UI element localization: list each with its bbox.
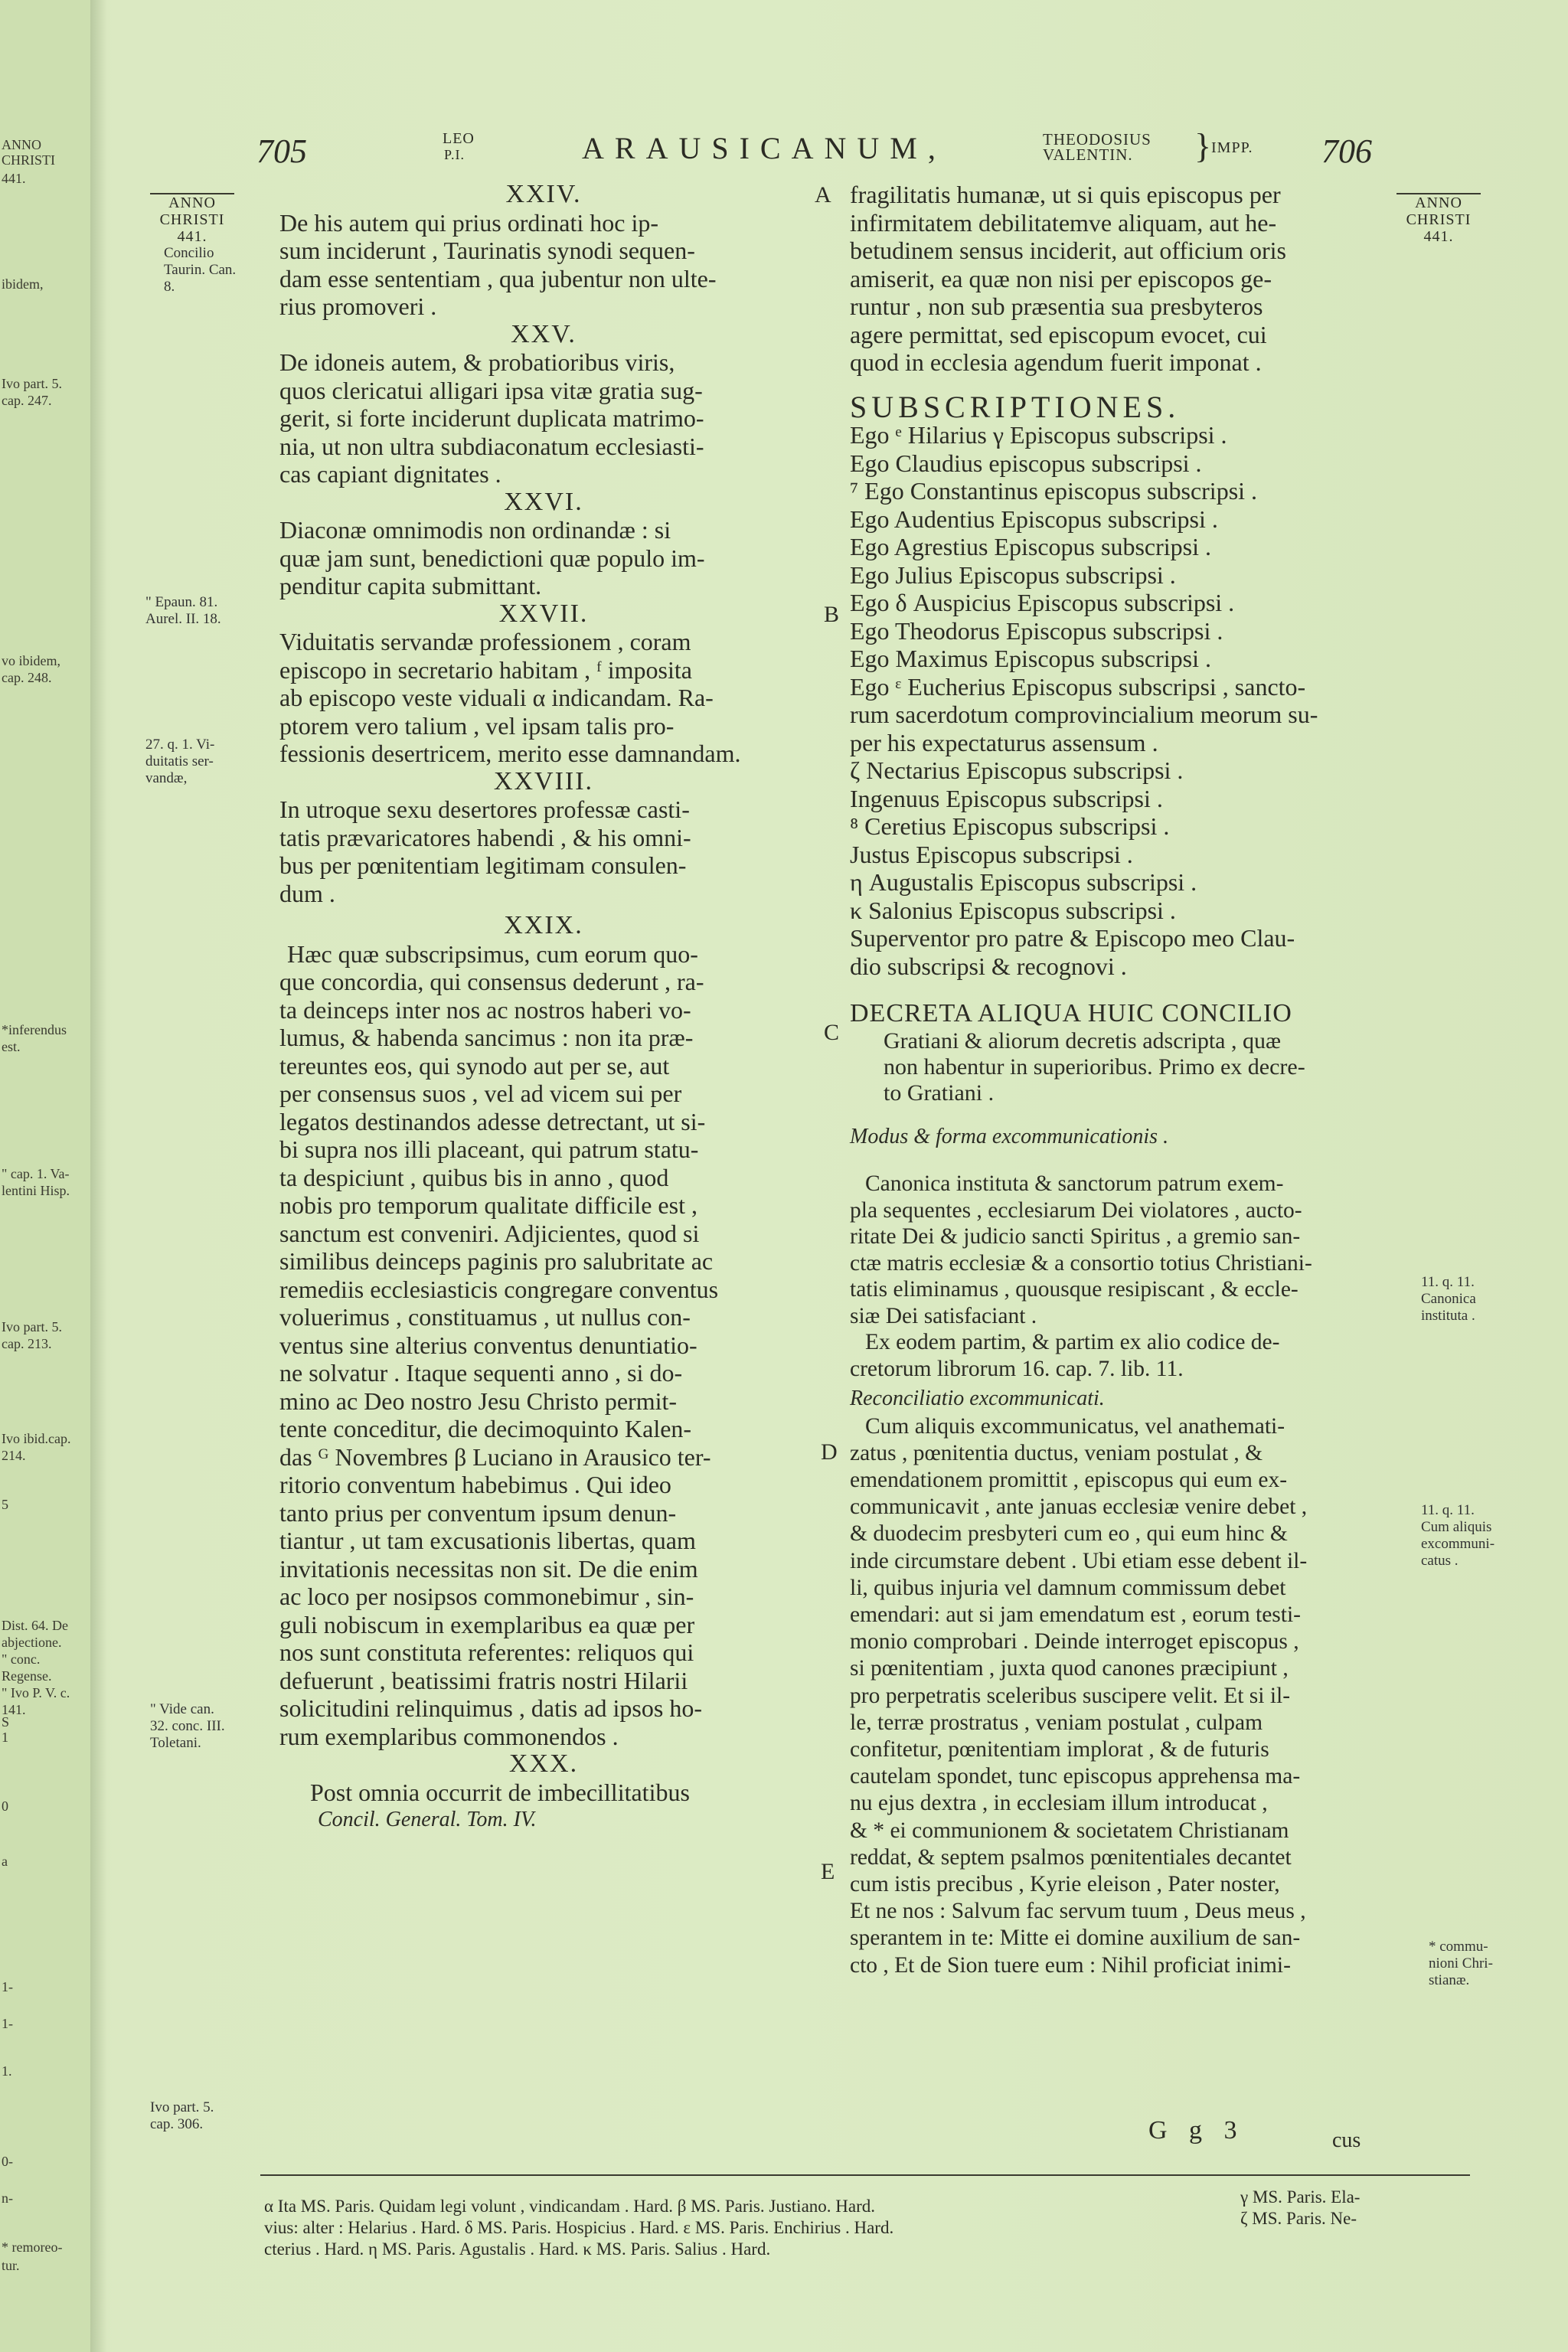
text-line: Diaconæ omnimodis non ordinandæ : si <box>279 516 671 544</box>
text-line: fessionis desertricem, merito esse damnandam. <box>279 740 741 767</box>
catchword-cus: cus <box>1332 2128 1361 2152</box>
text-line: pla sequentes , ecclesiarum Dei violatores , aucto- <box>850 1197 1302 1223</box>
text-line: episcopo in secretario habitam , ᶠ imposita <box>279 655 692 684</box>
footnote-right-2: ζ MS. Paris. Ne- <box>1240 2209 1357 2228</box>
section-letter-e: E <box>821 1859 835 1884</box>
text-line: monio comprobari . Deinde interroget episcopus , <box>850 1629 1299 1655</box>
subscription-line: ζ Nectarius Episcopus subscripsi . <box>850 756 1184 784</box>
text-line: Et ne nos : Salvum fac servum tuum , Deus meus , <box>850 1899 1306 1924</box>
text-line: zatus , pœnitentia ductus, veniam postulat , & <box>850 1440 1263 1465</box>
text-line: sperantem in te: Mitte ei domine auxilium de san- <box>850 1926 1301 1951</box>
note-line: Toletani. <box>150 1735 201 1751</box>
text-line: tatis eliminamus , quousque resipiscant , & eccle- <box>850 1277 1298 1302</box>
page-number-right: 706 <box>1321 132 1372 170</box>
prev-page-note: 1- <box>2 2016 13 2031</box>
prev-page-note: ANNO <box>2 137 41 152</box>
text-line: le, terræ prostratus , veniam postulat , culpam <box>850 1710 1263 1735</box>
year-line: 441. <box>177 228 207 245</box>
subscription-line: Ego Agrestius Episcopus subscripsi . <box>850 533 1211 560</box>
text-line: De idoneis autem, & probatioribus viris, <box>279 348 675 376</box>
header-impp: IMPP. <box>1211 139 1253 156</box>
subscription-line: κ Salonius Episcopus subscripsi . <box>850 896 1176 924</box>
text-line: emendationem promittit , episcopus qui eum ex- <box>850 1467 1288 1492</box>
running-title: ARAUSICANUM, <box>582 131 946 165</box>
header-leo: LEO <box>443 130 475 147</box>
subscription-line: Ego Theodorus Episcopus subscripsi . <box>850 616 1223 645</box>
text-line: & * ei communionem & societatem Christianam <box>850 1818 1289 1843</box>
anno-christi-left <box>150 193 234 245</box>
text-line: ne solvatur . Itaque sequenti anno , si do- <box>279 1359 683 1387</box>
anno-line: ANNO <box>150 193 234 211</box>
text-line: ritorio conventum habebimus . Qui ideo <box>279 1471 671 1498</box>
subscription-line: per his expectaturus assensum . <box>850 728 1158 756</box>
footnote-line-2: vius: alter : Helarius . Hard. δ MS. Paris. Hospicius . Hard. ε MS. Paris. Enchirius . Hard. <box>264 2218 894 2237</box>
margin-note-cum-aliquis <box>1421 1502 1494 1570</box>
canon-heading-30: XXX. <box>508 1749 579 1778</box>
text-line: ac loco per nosipsos commonebimur , sin- <box>279 1583 694 1610</box>
subscription-line: Ego Julius Episcopus subscripsi . <box>850 560 1176 589</box>
text-line: & duodecim presbyteri cum eo , qui eum hinc & <box>850 1521 1288 1547</box>
note-line: * commu- <box>1429 1939 1488 1955</box>
text-line: Hæc quæ subscripsimus, cum eorum quo- <box>287 939 698 968</box>
text-line: tatis prævaricatores habendi , & his omni- <box>279 823 691 851</box>
footnote-rule <box>260 2174 1470 2176</box>
text-line: inde circumstare debent . Ubi etiam esse debent il- <box>850 1548 1308 1573</box>
prev-page-note: cap. 248. <box>2 670 52 685</box>
text-line: lumus, & habenda sancimus : non ita præ- <box>279 1024 694 1051</box>
text-line: si pœnitentiam , juxta quod canones præcipiunt , <box>850 1656 1289 1681</box>
text-line: per consensus suos , vel ad vicem sui per <box>279 1080 682 1107</box>
text-line: infirmitatem debilitatemve aliquam, aut he- <box>850 208 1277 237</box>
note-line: Concilio <box>164 245 214 261</box>
text-line: fragilitatis humanæ, ut si quis episcopus per <box>850 181 1281 208</box>
canon-25-text <box>279 348 808 488</box>
canonica-paragraph <box>850 1171 1401 1329</box>
text-line: rum exemplaribus commonendos . <box>279 1722 619 1750</box>
note-line: Aurel. II. 18. <box>145 611 221 627</box>
text-line: Gratiani & aliorum decretis adscripta , quæ <box>884 1027 1282 1054</box>
prev-page-note: 1 <box>2 1730 8 1745</box>
text-line: tiantur , ut tam excusationis libertas, quam <box>279 1527 696 1554</box>
subscription-line: Ego Claudius episcopus subscripsi . <box>850 449 1202 477</box>
note-line: 11. q. 11. <box>1421 1274 1475 1290</box>
note-line: " Vide can. <box>150 1701 214 1717</box>
text-line: guli nobiscum in exemplaribus ea quæ per <box>279 1610 695 1638</box>
header-emperor-2: VALENTIN. <box>1043 145 1133 164</box>
subscription-line: Superventor pro patre & Episcopo meo Clau- <box>850 924 1295 952</box>
text-line: siæ Dei satisfaciant . <box>850 1303 1037 1328</box>
section-letter-c: C <box>824 1020 840 1045</box>
note-line: stianæ. <box>1429 1972 1470 1988</box>
text-line: solicitudini relinquimus , datis ad ipsos ho- <box>279 1694 702 1722</box>
reconciliatio-heading: Reconciliatio excommunicati. <box>850 1387 1105 1410</box>
text-line: communicavit , ante januas ecclesiæ venire debet , <box>850 1494 1308 1520</box>
subscription-line: η Augustalis Episcopus subscripsi . <box>850 868 1197 896</box>
canon-heading-24: XXIV. <box>505 180 582 208</box>
text-line: penditur capita submittant. <box>279 572 542 599</box>
subscription-line: Ingenuus Episcopus subscripsi . <box>850 784 1163 812</box>
prev-page-note: * remoreo- <box>2 2239 63 2255</box>
prev-page-note: vo ibidem, <box>2 653 60 668</box>
ex-eodem-paragraph <box>850 1329 1401 1382</box>
prev-page-note: S <box>2 1714 10 1730</box>
subscription-line: dio subscripsi & recognovi . <box>850 952 1127 980</box>
footnote-line-3: cterius . Hard. η MS. Paris. Agustalis . Hard. κ MS. Paris. Salius . Hard. <box>264 2239 771 2259</box>
margin-note-toletani <box>150 1701 225 1752</box>
anno-line: ANNO <box>1396 193 1481 211</box>
subscription-line: rum sacerdotum comprovincialium meorum su- <box>850 701 1318 728</box>
text-line: defuerunt , beatissimi fratris nostri Hilarii <box>279 1666 688 1694</box>
note-line: 11. q. 11. <box>1421 1502 1475 1518</box>
prev-page-note: *inferendus <box>2 1022 67 1037</box>
prev-page-note: Regense. <box>2 1668 52 1684</box>
text-line: nos sunt constituta referentes: reliquos qui <box>279 1638 694 1666</box>
prev-page-note: lentini Hisp. <box>2 1183 70 1198</box>
text-line: ta deinceps inter nos ac nostros haberi vo- <box>279 995 691 1024</box>
text-line: cum istis precibus , Kyrie eleison , Pater noster, <box>850 1871 1280 1896</box>
text-line: Viduitatis servandæ professionem , coram <box>279 628 691 655</box>
text-line: Post omnia occurrit de imbecillitatibus <box>310 1778 690 1806</box>
prev-page-note: a <box>2 1854 8 1869</box>
prev-page-note: 0 <box>2 1798 8 1814</box>
text-line: tanto prius per conventum ipsum denun- <box>279 1498 677 1527</box>
subscription-line: Ego ᵋ Eucherius Episcopus subscripsi , sancto- <box>850 672 1306 701</box>
canon-heading-28: XXVIII. <box>493 766 594 795</box>
text-line: nobis pro temporum qualitate difficile est , <box>279 1191 697 1219</box>
prev-page-note: abjectione. <box>2 1635 62 1650</box>
text-line: quos clericatui alligari ipsa vitæ gratia sug- <box>279 376 703 404</box>
canon-30-text <box>279 1779 808 1807</box>
text-line: cautelam spondet, tunc episcopus apprehensa ma- <box>850 1764 1301 1789</box>
note-line: 8. <box>164 279 175 295</box>
text-line: ventus sine alterius conventus denuntiatio- <box>279 1331 697 1359</box>
note-line: 32. conc. III. <box>150 1718 225 1734</box>
subscription-line: Ego δ Auspicius Episcopus subscripsi . <box>850 589 1235 616</box>
text-line: sum inciderunt , Taurinatis synodi sequen- <box>279 237 695 264</box>
note-line: nioni Chri- <box>1429 1955 1493 1971</box>
footnote-right-1: γ MS. Paris. Ela- <box>1240 2187 1361 2207</box>
text-line: cas capiant dignitates . <box>279 460 501 488</box>
catchword-concil: Concil. General. Tom. IV. <box>318 1808 537 1831</box>
text-line: non habentur in superioribus. Primo ex decre- <box>884 1054 1305 1080</box>
text-line: similibus deinceps paginis pro salubritate ac <box>279 1247 714 1275</box>
text-line: voluerimus , constituamus , ut nullus con- <box>279 1303 691 1331</box>
signature-mark: G g 3 <box>1148 2116 1245 2145</box>
note-line: instituta . <box>1421 1308 1475 1324</box>
note-line: 27. q. 1. Vi- <box>145 737 215 753</box>
text-line: das ᴳ Novembres β Luciano in Arausico ter- <box>279 1442 711 1471</box>
previous-page-edge <box>0 0 90 2352</box>
prev-page-note: 441. <box>2 171 26 186</box>
text-line: reddat, & septem psalmos pœnitentiales decantet <box>850 1844 1292 1870</box>
note-line: Cum aliquis <box>1421 1519 1492 1535</box>
margin-note-viduitatis <box>145 737 214 787</box>
text-line: confitetur, pœnitentiam implorat , & de futuris <box>850 1736 1269 1762</box>
christi-line: CHRISTI <box>159 211 225 228</box>
canon-26-text <box>279 516 808 600</box>
text-line: quod in ecclesia agendum fuerit imponat . <box>850 348 1262 376</box>
canon-heading-27: XXVII. <box>498 599 589 628</box>
prev-page-note: cap. 213. <box>2 1336 52 1351</box>
prev-page-note: 0- <box>2 2154 13 2169</box>
text-line: remediis ecclesiasticis congregare conventus <box>279 1275 719 1303</box>
anno-christi-right <box>1396 193 1481 245</box>
text-line: runtur , non sub præsentia sua presbyteros <box>850 292 1263 320</box>
text-line: amiserit, ea quæ non nisi per episcopos ge- <box>850 264 1272 292</box>
prev-page-note: Ivo ibid.cap. <box>2 1431 71 1446</box>
text-line: gerit, si forte inciderunt duplicata matrimo- <box>279 404 704 432</box>
subscription-line: Ego Audentius Episcopus subscripsi . <box>850 505 1218 533</box>
text-line: pro perpetratis sceleribus suscipere velit. Et si il- <box>850 1683 1291 1708</box>
prev-page-note: " cap. 1. Va- <box>2 1166 70 1181</box>
text-line: tente conceditur, die decimoquinto Kalen- <box>279 1415 692 1442</box>
text-line: li, quibus injuria vel damnum commissum debet <box>850 1575 1286 1600</box>
text-line: legatos destinandos adesse detrectant, ut si- <box>279 1107 706 1135</box>
left-column <box>279 181 808 1834</box>
prev-page-note: ibidem, <box>2 276 44 292</box>
text-line: dam esse sententiam , qua jubentur non ulte- <box>279 264 717 292</box>
decreta-heading: DECRETA ALIQUA HUIC CONCILIO <box>850 999 1292 1027</box>
margin-note-taurin <box>164 245 236 296</box>
text-line: to Gratiani . <box>884 1080 995 1106</box>
prev-page-note: n- <box>2 2190 13 2206</box>
text-line: Ex eodem partim, & partim ex alio codice de- <box>865 1330 1280 1354</box>
note-line: duitatis ser- <box>145 753 214 769</box>
note-line: Taurin. Can. <box>164 262 237 278</box>
text-line: Cum aliquis excommunicatus, vel anathemati- <box>865 1413 1285 1439</box>
prev-page-note: est. <box>2 1039 21 1054</box>
text-line: mino ac Deo nostro Jesu Christo permit- <box>279 1387 678 1415</box>
right-column <box>850 181 1401 1979</box>
text-line: De his autem qui prius ordinati hoc ip- <box>279 208 659 237</box>
margin-note-epaun <box>145 594 221 628</box>
subscription-line: Ego ᵉ Hilarius γ Episcopus subscripsi . <box>850 421 1227 449</box>
header-emperor-1: THEODOSIUS <box>1043 130 1152 149</box>
prev-page-note: Ivo part. 5. <box>2 376 62 391</box>
prev-page-note: cap. 247. <box>2 393 52 408</box>
subscription-line: ⁷ Ego Constantinus episcopus subscripsi . <box>850 477 1258 505</box>
note-line: excommuni- <box>1421 1536 1495 1552</box>
note-line: cap. 306. <box>150 2116 204 2132</box>
text-line: quæ jam sunt, benedictioni quæ populo im- <box>279 544 705 572</box>
margin-note-ivo <box>150 2099 214 2133</box>
text-line: agere permittat, sed episcopum evocet, cui <box>850 320 1267 348</box>
text-line: nu ejus dextra , in ecclesiam illum introducat , <box>850 1791 1268 1816</box>
text-line: In utroque sexu desertores professæ casti- <box>279 795 690 823</box>
text-line: Canonica instituta & sanctorum patrum exem- <box>865 1171 1284 1196</box>
canon-heading-26: XXVI. <box>504 487 583 516</box>
text-line: nia, ut non ultra subdiaconatum ecclesiasti- <box>279 432 704 460</box>
note-line: Ivo part. 5. <box>150 2099 214 2115</box>
text-line: ta despiciunt , quibus bis in anno , quod <box>279 1163 669 1191</box>
text-line: ptorem vero talium , vel ipsam talis pro- <box>279 711 675 740</box>
cum-aliquis-paragraph <box>850 1413 1401 1979</box>
modus-heading: Modus & forma excommunicationis . <box>850 1124 1169 1148</box>
prev-page-note: 214. <box>2 1448 26 1463</box>
text-line: betudinem sensus inciderit, aut officium oris <box>850 237 1286 264</box>
canon-30-continued <box>850 181 1401 377</box>
subscription-line: Ego Maximus Episcopus subscripsi . <box>850 645 1211 672</box>
section-letter-a: A <box>815 182 831 207</box>
canon-heading-29: XXIX. <box>504 911 583 939</box>
prev-page-note: Dist. 64. De <box>2 1618 68 1633</box>
text-line: rius promoveri . <box>279 292 437 320</box>
canon-heading-25: XXV. <box>511 319 577 348</box>
canon-24-text <box>279 209 808 321</box>
text-line: emendari: aut si jam emendatum est , eorum testi- <box>850 1602 1302 1627</box>
year-line: 441. <box>1423 228 1454 245</box>
text-line: cretorum librorum 16. cap. 7. lib. 11. <box>850 1356 1184 1381</box>
prev-page-note: " Ivo P. V. c. <box>2 1685 70 1700</box>
margin-note-communioni <box>1429 1939 1493 1989</box>
prev-page-note: tur. <box>2 2258 20 2273</box>
text-line: cto , Et de Sion tuere eum : Nihil proficiat inimi- <box>850 1952 1291 1978</box>
text-line: ab episcopo veste viduali α indicandam. Ra- <box>279 684 714 711</box>
decreta-subheading <box>884 1028 1401 1106</box>
canon-28-text <box>279 795 808 907</box>
subscription-line: Justus Episcopus subscripsi . <box>850 840 1133 868</box>
prev-page-note: Ivo part. 5. <box>2 1319 62 1334</box>
prev-page-note: CHRISTI <box>2 152 56 168</box>
text-line: bi supra nos illi placeant, qui patrum statu- <box>279 1135 699 1163</box>
subscription-line: ⁸ Ceretius Episcopus subscripsi . <box>850 812 1170 840</box>
prev-page-note: 1- <box>2 1979 13 1994</box>
section-letter-b: B <box>824 602 840 627</box>
note-line: vandæ, <box>145 770 188 786</box>
prev-page-note: 141. <box>2 1702 26 1717</box>
subscriptiones-heading: SUBSCRIPTIONES. <box>850 389 1181 424</box>
note-line: " Epaun. 81. <box>145 594 218 610</box>
prev-page-note: " conc. <box>2 1651 41 1667</box>
text-line: invitationis necessitas non sit. De die enim <box>279 1554 698 1583</box>
christi-line: CHRISTI <box>1406 211 1472 228</box>
text-line: ctæ matris ecclesiæ & a consortio totius Christiani- <box>850 1250 1312 1276</box>
text-line: dum . <box>279 879 335 907</box>
prev-page-note: 1. <box>2 2063 12 2079</box>
note-line: Canonica <box>1421 1291 1476 1307</box>
header-pi: P.I. <box>444 147 466 162</box>
text-line: bus per pœnitentiam legitimam consulen- <box>279 851 687 879</box>
footnote-line-1: α Ita MS. Paris. Quidam legi volunt , vindicandam . Hard. β MS. Paris. Justiano. Hard. <box>264 2197 876 2216</box>
section-letter-d: D <box>821 1439 838 1465</box>
margin-note-canonica <box>1421 1274 1476 1325</box>
text-line: que concordia, qui consensus dederunt , ra- <box>279 968 704 995</box>
page-number-left: 705 <box>256 132 307 170</box>
prev-page-note: 5 <box>2 1497 8 1512</box>
text-line: tereuntes eos, qui synodo aut per se, aut <box>279 1051 670 1080</box>
text-line: sanctum est conveniri. Adjicientes, quod si <box>279 1219 700 1247</box>
header-brace: } <box>1194 126 1212 165</box>
subscriptions-list <box>850 421 1401 980</box>
text-line: ritate Dei & judicio sancti Spiritus , a gremio san- <box>850 1224 1301 1249</box>
canon-29-text <box>279 940 808 1751</box>
note-line: catus . <box>1421 1553 1459 1569</box>
canon-27-text <box>279 628 808 768</box>
book-gutter-shadow <box>90 0 107 2352</box>
